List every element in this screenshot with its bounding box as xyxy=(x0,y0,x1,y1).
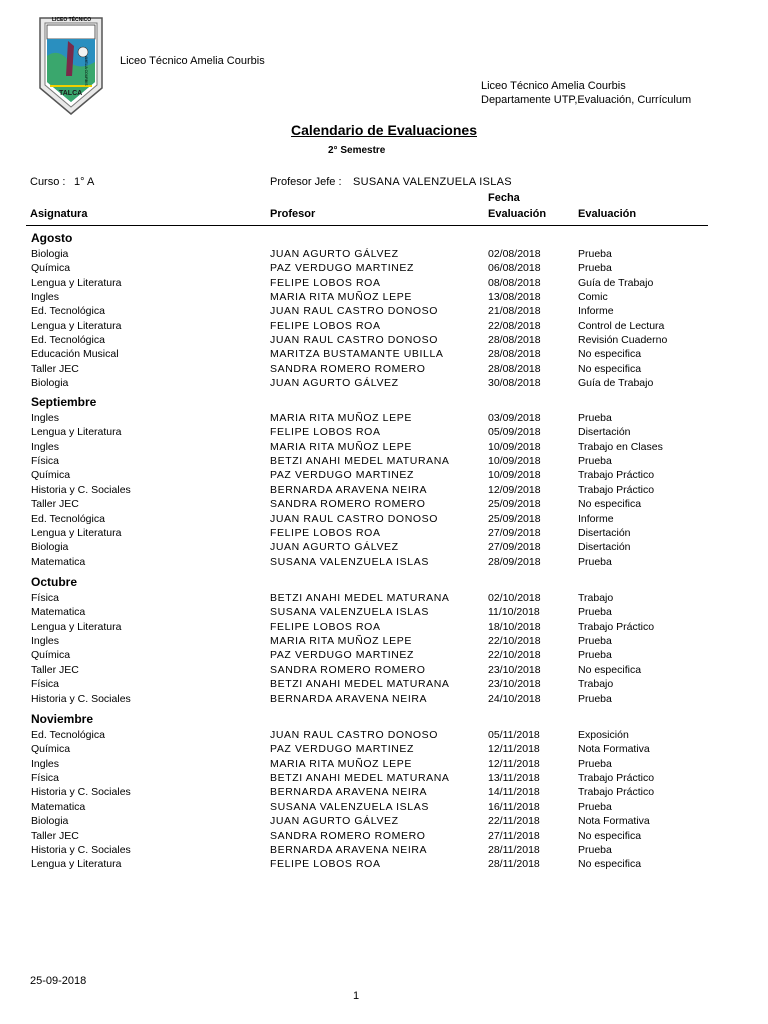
column-header-evaluacion: Evaluación xyxy=(578,208,637,220)
evaluacion-cell: Trabajo xyxy=(578,678,614,691)
profesor-jefe-label: Profesor Jefe : xyxy=(270,176,342,188)
profesor-cell: MARIA RITA MUÑOZ LEPE xyxy=(270,635,412,647)
asignatura-cell: Historia y C. Sociales xyxy=(31,692,131,705)
fecha-cell: 05/11/2018 xyxy=(488,729,540,741)
evaluacion-cell: No especifica xyxy=(578,362,642,375)
evaluacion-cell: Informe xyxy=(578,305,614,318)
asignatura-cell: Educación Musical xyxy=(31,348,119,361)
evaluacion-cell: Trabajo Práctico xyxy=(578,620,655,633)
asignatura-cell: Física xyxy=(31,678,60,691)
profesor-cell: JUAN RAUL CASTRO DONOSO xyxy=(270,334,439,347)
evaluacion-cell: Prueba xyxy=(578,649,612,662)
asignatura-cell: Biologia xyxy=(31,248,69,260)
evaluacion-cell: Trabajo xyxy=(578,592,614,604)
fecha-cell: 28/11/2018 xyxy=(488,843,540,856)
evaluacion-cell: No especifica xyxy=(578,858,642,871)
evaluacion-cell: Prueba xyxy=(578,412,612,424)
asignatura-cell: Lengua y Literatura xyxy=(31,426,122,439)
asignatura-cell: Física xyxy=(31,455,60,468)
fecha-cell: 12/11/2018 xyxy=(488,757,540,770)
evaluacion-cell: Prueba xyxy=(578,606,612,619)
column-header-fecha-line2: Evaluación xyxy=(488,208,547,220)
evaluacion-cell: Prueba xyxy=(578,455,612,468)
profesor-cell: BETZI ANAHI MEDEL MATURANA xyxy=(270,455,450,468)
asignatura-cell: Taller JEC xyxy=(31,663,79,676)
evaluacion-cell: Prueba xyxy=(578,635,612,647)
profesor-cell: JUAN AGURTO GÁLVEZ xyxy=(270,248,399,260)
fecha-cell: 08/08/2018 xyxy=(488,276,541,289)
evaluacion-cell: Control de Lectura xyxy=(578,319,665,332)
asignatura-cell: Ed. Tecnológica xyxy=(31,512,105,525)
fecha-cell: 03/09/2018 xyxy=(488,412,541,424)
evaluacion-cell: Prueba xyxy=(578,800,612,813)
fecha-cell: 10/09/2018 xyxy=(488,469,541,482)
asignatura-cell: Física xyxy=(31,772,60,784)
page-subtitle: 2° Semestre xyxy=(328,145,386,156)
asignatura-cell: Ingles xyxy=(31,440,60,453)
evaluacion-cell: Disertación xyxy=(578,426,631,439)
fecha-cell: 10/09/2018 xyxy=(488,455,541,468)
evaluacion-cell: Trabajo Práctico xyxy=(578,469,655,482)
evaluacion-cell: Comic xyxy=(578,291,608,304)
fecha-cell: 28/08/2018 xyxy=(488,362,541,375)
evaluacion-cell: Disertación xyxy=(578,526,631,539)
fecha-cell: 28/08/2018 xyxy=(488,334,541,347)
profesor-cell: PAZ VERDUGO MARTINEZ xyxy=(270,649,415,662)
asignatura-cell: Lengua y Literatura xyxy=(31,858,122,871)
asignatura-cell: Taller JEC xyxy=(31,498,79,511)
asignatura-cell: Taller JEC xyxy=(31,829,79,842)
evaluacion-cell: Prueba xyxy=(578,555,612,568)
asignatura-cell: Lengua y Literatura xyxy=(31,620,122,633)
profesor-cell: JUAN RAUL CASTRO DONOSO xyxy=(270,512,439,525)
profesor-cell: FELIPE LOBOS ROA xyxy=(270,426,381,439)
profesor-cell: MARIA RITA MUÑOZ LEPE xyxy=(270,412,412,424)
profesor-cell: SANDRA ROMERO ROMERO xyxy=(270,663,426,676)
fecha-cell: 22/08/2018 xyxy=(488,319,541,332)
asignatura-cell: Química xyxy=(31,262,71,275)
fecha-cell: 02/08/2018 xyxy=(488,248,541,260)
asignatura-cell: Historia y C. Sociales xyxy=(31,786,131,799)
fecha-cell: 27/11/2018 xyxy=(488,829,540,842)
fecha-cell: 28/08/2018 xyxy=(488,348,541,361)
column-header-asignatura: Asignatura xyxy=(30,208,88,220)
profesor-cell: SUSANA VALENZUELA ISLAS xyxy=(270,800,429,813)
profesor-cell: SANDRA ROMERO ROMERO xyxy=(270,498,426,511)
evaluacion-cell: Nota Formativa xyxy=(578,815,650,828)
logo-text-top: LICEO TÉCNICO xyxy=(52,17,92,23)
evaluacion-cell: Revisión Cuaderno xyxy=(578,334,668,347)
profesor-cell: FELIPE LOBOS ROA xyxy=(270,276,381,289)
fecha-cell: 18/10/2018 xyxy=(488,620,541,633)
evaluacion-cell: Disertación xyxy=(578,541,631,554)
evaluacion-cell: Exposición xyxy=(578,729,629,741)
asignatura-cell: Matematica xyxy=(31,800,86,813)
profesor-cell: BERNARDA ARAVENA NEIRA xyxy=(270,786,428,799)
profesor-cell: BETZI ANAHI MEDEL MATURANA xyxy=(270,592,450,604)
fecha-cell: 27/09/2018 xyxy=(488,526,541,539)
fecha-cell: 27/09/2018 xyxy=(488,541,541,554)
profesor-cell: SANDRA ROMERO ROMERO xyxy=(270,829,426,842)
fecha-cell: 13/08/2018 xyxy=(488,291,541,304)
logo-text-bottom: TALCA xyxy=(59,90,83,97)
fecha-cell: 30/08/2018 xyxy=(488,377,541,390)
asignatura-cell: Biologia xyxy=(31,541,69,554)
fecha-cell: 12/11/2018 xyxy=(488,743,540,756)
profesor-cell: SANDRA ROMERO ROMERO xyxy=(270,362,426,375)
profesor-cell: MARITZA BUSTAMANTE UBILLA xyxy=(270,348,444,361)
evaluacion-cell: Trabajo Práctico xyxy=(578,786,655,799)
asignatura-cell: Historia y C. Sociales xyxy=(31,843,131,856)
asignatura-cell: Lengua y Literatura xyxy=(31,526,122,539)
asignatura-cell: Ingles xyxy=(31,635,60,647)
asignatura-cell: Lengua y Literatura xyxy=(31,319,122,332)
asignatura-cell: Ed. Tecnológica xyxy=(31,334,105,347)
fecha-cell: 06/08/2018 xyxy=(488,262,541,275)
fecha-cell: 28/11/2018 xyxy=(488,858,540,871)
school-crest-logo xyxy=(38,16,104,116)
month-heading: Septiembre xyxy=(31,395,97,409)
month-heading: Octubre xyxy=(31,575,78,589)
fecha-cell: 22/10/2018 xyxy=(488,649,541,662)
asignatura-cell: Historia y C. Sociales xyxy=(31,483,131,496)
asignatura-cell: Lengua y Literatura xyxy=(31,276,122,289)
fecha-cell: 21/08/2018 xyxy=(488,305,541,318)
profesor-cell: MARIA RITA MUÑOZ LEPE xyxy=(270,291,412,304)
fecha-cell: 13/11/2018 xyxy=(488,772,540,784)
profesor-cell: BETZI ANAHI MEDEL MATURANA xyxy=(270,678,450,691)
evaluacion-cell: No especifica xyxy=(578,663,642,676)
evaluacion-cell: Prueba xyxy=(578,757,612,770)
asignatura-cell: Biologia xyxy=(31,377,69,390)
evaluacion-cell: No especifica xyxy=(578,829,642,842)
profesor-cell: MARIA RITA MUÑOZ LEPE xyxy=(270,440,412,453)
asignatura-cell: Física xyxy=(31,592,60,604)
evaluacion-cell: Prueba xyxy=(578,248,612,260)
asignatura-cell: Ingles xyxy=(31,757,60,770)
evaluacion-cell: Prueba xyxy=(578,843,612,856)
profesor-jefe-value: SUSANA VALENZUELA ISLAS xyxy=(353,176,512,188)
fecha-cell: 22/10/2018 xyxy=(488,635,541,647)
evaluacion-cell: No especifica xyxy=(578,348,642,361)
asignatura-cell: Matematica xyxy=(31,555,86,568)
fecha-cell: 05/09/2018 xyxy=(488,426,541,439)
asignatura-cell: Ingles xyxy=(31,412,60,424)
fecha-cell: 11/10/2018 xyxy=(488,606,540,619)
profesor-cell: PAZ VERDUGO MARTINEZ xyxy=(270,469,415,482)
profesor-cell: JUAN RAUL CASTRO DONOSO xyxy=(270,305,439,318)
evaluacion-cell: Guía de Trabajo xyxy=(578,276,654,289)
page-number: 1 xyxy=(353,990,360,1002)
fecha-cell: 16/11/2018 xyxy=(488,800,540,813)
asignatura-cell: Biologia xyxy=(31,815,69,828)
evaluacion-cell: Trabajo Práctico xyxy=(578,772,655,784)
header-divider xyxy=(26,225,708,226)
right-header-line-2: Departamente UTP,Evaluación, Currículum xyxy=(481,94,692,106)
fecha-cell: 12/09/2018 xyxy=(488,483,541,496)
asignatura-cell: Taller JEC xyxy=(31,362,79,375)
asignatura-cell: Ingles xyxy=(31,291,60,304)
right-header-line-1: Liceo Técnico Amelia Courbis xyxy=(481,80,626,92)
month-heading: Agosto xyxy=(31,231,73,245)
evaluacion-cell: Informe xyxy=(578,512,614,525)
column-header-profesor: Profesor xyxy=(270,208,316,220)
asignatura-cell: Ed. Tecnológica xyxy=(31,305,105,318)
profesor-cell: PAZ VERDUGO MARTINEZ xyxy=(270,743,415,756)
profesor-cell: BERNARDA ARAVENA NEIRA xyxy=(270,692,428,705)
asignatura-cell: Química xyxy=(31,469,71,482)
fecha-cell: 02/10/2018 xyxy=(488,592,541,604)
evaluacion-cell: Nota Formativa xyxy=(578,743,650,756)
fecha-cell: 23/10/2018 xyxy=(488,663,541,676)
profesor-cell: SUSANA VALENZUELA ISLAS xyxy=(270,606,429,619)
fecha-cell: 28/09/2018 xyxy=(488,555,541,568)
fecha-cell: 10/09/2018 xyxy=(488,440,541,453)
profesor-cell: SUSANA VALENZUELA ISLAS xyxy=(270,555,429,568)
profesor-cell: MARIA RITA MUÑOZ LEPE xyxy=(270,757,412,770)
evaluacion-cell: Prueba xyxy=(578,692,612,705)
month-heading: Noviembre xyxy=(31,712,94,726)
asignatura-cell: Química xyxy=(31,743,71,756)
profesor-cell: FELIPE LOBOS ROA xyxy=(270,319,381,332)
evaluacion-cell: Trabajo Práctico xyxy=(578,483,655,496)
profesor-cell: PAZ VERDUGO MARTINEZ xyxy=(270,262,415,275)
evaluacion-cell: Guía de Trabajo xyxy=(578,377,654,390)
asignatura-cell: Matematica xyxy=(31,606,86,619)
school-name: Liceo Técnico Amelia Courbis xyxy=(120,55,265,67)
curso-value: 1° A xyxy=(74,176,95,188)
evaluacion-cell: Prueba xyxy=(578,262,612,275)
profesor-cell: JUAN AGURTO GÁLVEZ xyxy=(270,815,399,828)
asignatura-cell: Química xyxy=(31,649,71,662)
profesor-cell: FELIPE LOBOS ROA xyxy=(270,620,381,633)
fecha-cell: 23/10/2018 xyxy=(488,678,541,691)
profesor-cell: JUAN RAUL CASTRO DONOSO xyxy=(270,729,439,741)
fecha-cell: 25/09/2018 xyxy=(488,498,541,511)
fecha-cell: 22/11/2018 xyxy=(488,815,540,828)
profesor-cell: FELIPE LOBOS ROA xyxy=(270,526,381,539)
profesor-cell: BERNARDA ARAVENA NEIRA xyxy=(270,843,428,856)
evaluacion-cell: Trabajo en Clases xyxy=(578,440,663,453)
fecha-cell: 24/10/2018 xyxy=(488,692,541,705)
asignatura-cell: Ed. Tecnológica xyxy=(31,729,105,741)
logo-text-side: AMELIA COURBIS xyxy=(84,56,88,86)
profesor-cell: JUAN AGURTO GÁLVEZ xyxy=(270,541,399,554)
fecha-cell: 25/09/2018 xyxy=(488,512,541,525)
curso-label: Curso : xyxy=(30,176,66,188)
column-header-fecha-line1: Fecha xyxy=(488,192,520,204)
fecha-cell: 14/11/2018 xyxy=(488,786,540,799)
page-title: Calendario de Evaluaciones xyxy=(291,122,477,138)
profesor-cell: JUAN AGURTO GÁLVEZ xyxy=(270,377,399,390)
evaluacion-cell: No especifica xyxy=(578,498,642,511)
profesor-cell: BERNARDA ARAVENA NEIRA xyxy=(270,483,428,496)
profesor-cell: BETZI ANAHI MEDEL MATURANA xyxy=(270,772,450,784)
profesor-cell: FELIPE LOBOS ROA xyxy=(270,858,381,871)
footer-date: 25-09-2018 xyxy=(30,975,87,987)
